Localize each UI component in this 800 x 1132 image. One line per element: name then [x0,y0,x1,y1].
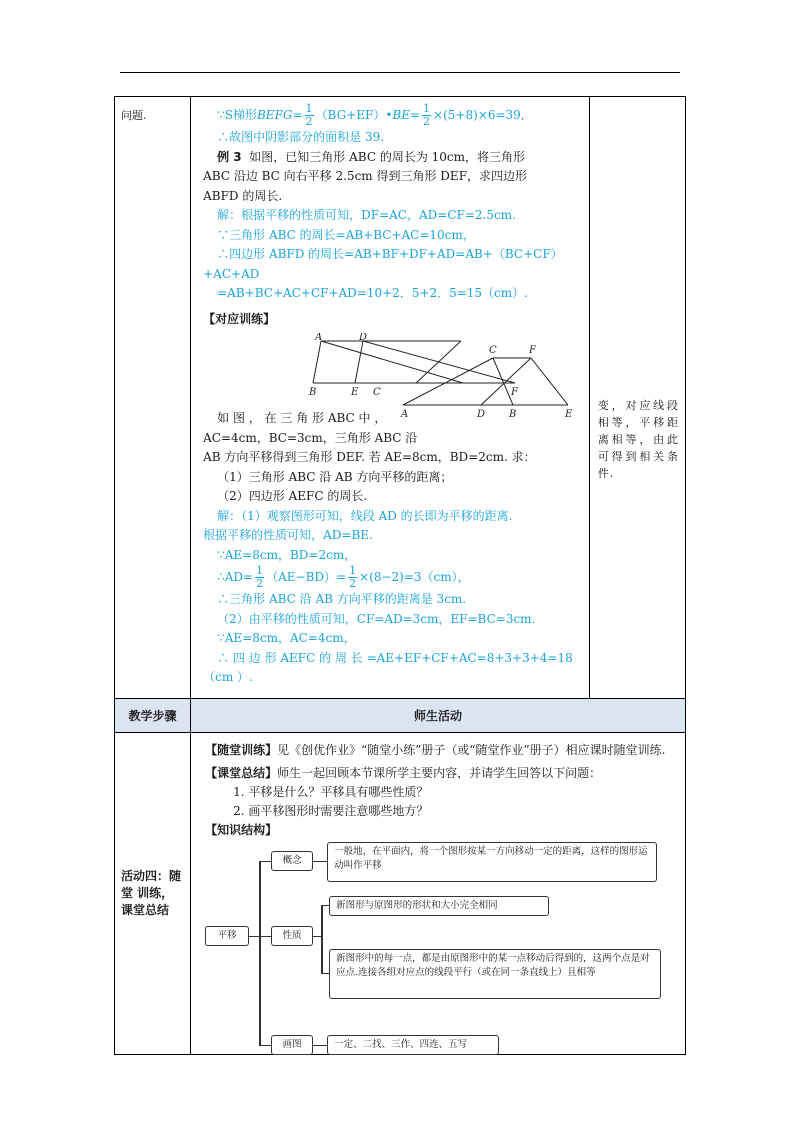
point-label: E [565,409,573,420]
activity-cell [191,732,686,1054]
header-activity: 师生活动 [191,698,686,732]
answer-line: （cm ）. [203,670,253,684]
fraction: $\frac{1}{2}$ [349,564,357,590]
fraction: $\frac{1}{2}$ [256,564,264,590]
example-3-line3: ABFD 的周长. [203,188,283,203]
answer-line: ∵AE=8cm，AC=4cm， [217,631,356,645]
activity-label: 活动四：随 堂 训练，课堂总结 [115,732,191,1054]
point-label: F [511,387,519,398]
header-rule [120,72,680,73]
summary-question: 1. 平移是什么？平移具有哪些性质？ [233,784,429,799]
dashed-mark [114,96,190,97]
answer-line: ∴三角形 ABC 沿 AB 方向平移的距离是 3cm. [217,592,467,606]
answer-line: 根据平移的性质可知，AD=BE. [203,528,373,542]
answer-line: ∵AE=8cm，BD=2cm， [217,547,357,562]
answer-formula: ∴AD= $\frac{1}{2}$ （AE−BD）= $\frac{1}{2}$ ×(8−2)=3（cm）， [217,564,470,590]
area-conclusion: ∴故图中阴影部分的面积是 39. [217,130,385,144]
knowledge-heading: 【知识结构】 [205,822,278,837]
summary-question: 2. 画平移图形时需要注意哪些地方？ [233,803,429,818]
example-3-line2: ABC 沿边 BC 向右平移 2.5cm 得到三角形 DEF，求四边形 [203,169,528,183]
solution-line: =AB+BC+AC+CF+AD=10+2．5+2．5=15（cm）. [217,286,528,300]
area-formula: ∵S梯形BEFG= $\frac{1}{2}$ （BG+EF）•BE= $\frac{1}{2}$ ×(5+8)×6=39, [217,102,525,128]
fraction: $\frac{1}{2}$ [423,102,431,128]
point-label: D [477,409,486,420]
example-3: 例 3 如图，已知三角形 ABC 的周长为 10cm，将三角形 [217,149,525,164]
answer-line: 解：（1）观察图形可知，线段 AD 的长即为平移的距离. [217,508,513,523]
solution-line: 解：根据平移的性质可知，DF=AC，AD=CF=2.5cm. [217,208,516,222]
kn-concept-text: 一般地，在平面内，将一个图形按某一方向移动一定的距离，这样的图形运动叫作平移 [327,842,657,882]
kn-property-1: 新图形与原图形的形状和大小完全相同 [329,896,549,916]
point-label: B [509,409,517,420]
translation-figure-2 [403,333,783,423]
practice-heading: 【对应训练】 [203,311,276,326]
point-label: B [309,387,317,398]
solution-line: ∴四边形 ABFD 的周长=AB+BF+DF+AD=AB+（BC+CF） [217,247,563,261]
practice-paragraph: 【随堂训练】见《创优作业》“随堂小练”册子（或“随堂作业”册子）相应课时随堂训练. [205,742,666,757]
kn-branch-property: 性质 [271,926,313,946]
practice-text: AC=4cm，BC=3cm，三角形 ABC 沿 [203,430,418,445]
point-label: A [315,333,323,343]
point-label: D [359,333,368,343]
kn-drawing-steps: 一定、二找、三作、四连、五写 [327,1035,499,1055]
practice-text: 如 图 ， 在 三 角 形 ABC 中 ， [217,411,387,425]
kn-branch-drawing: 画图 [271,1035,313,1055]
main-cell [191,97,590,699]
practice-text: AB 方向平移得到三角形 DEF. 若 AE=8cm，BD=2cm. 求： [203,450,536,464]
header-step: 教学步骤 [115,698,191,732]
lesson-table [114,96,686,1055]
summary-paragraph: 【课堂总结】师生一起回顾本节课所学主要内容，并请学生回答以下问题： [205,765,602,780]
kn-property-2: 新图形中的每一点，都是由原图形中的某一点移动后得到的，这两个点是对应点.连接各组对应点的线段平行（或在同一条直线上）且相等 [329,949,661,999]
point-label: F [529,345,537,356]
point-label: C [373,387,381,398]
answer-line: ∴ 四 边 形 AEFC 的 周 长 =AE+EF+CF+AC=8+3+3+4=18 [217,650,573,665]
solution-line: +AC+AD [203,266,260,281]
left-cell-text: 问题. [121,109,147,122]
practice-question: （1）三角形 ABC 沿 AB 方向平移的距离； [217,469,453,484]
practice-question: （2）四边形 AEFC 的周长. [217,489,368,503]
kn-branch-concept: 概念 [271,851,313,871]
knowledge-diagram [205,842,679,1050]
point-label: A [401,409,409,420]
step-header-row [115,698,686,732]
kn-root: 平移 [205,926,249,946]
point-label: C [489,345,497,356]
fraction: $\frac{1}{2}$ [305,102,313,128]
answer-line: （2）由平移的性质可知，CF=AD=3cm，EF=BC=3cm. [217,611,536,626]
design-note: 变，对应线段相等，平移距离相等，由此可得到相关条件. [597,399,679,480]
left-cell [115,97,191,699]
point-label: E [351,387,359,398]
solution-line: ∵三角形 ABC 的周长=AB+BC+AC=10cm， [217,227,475,242]
